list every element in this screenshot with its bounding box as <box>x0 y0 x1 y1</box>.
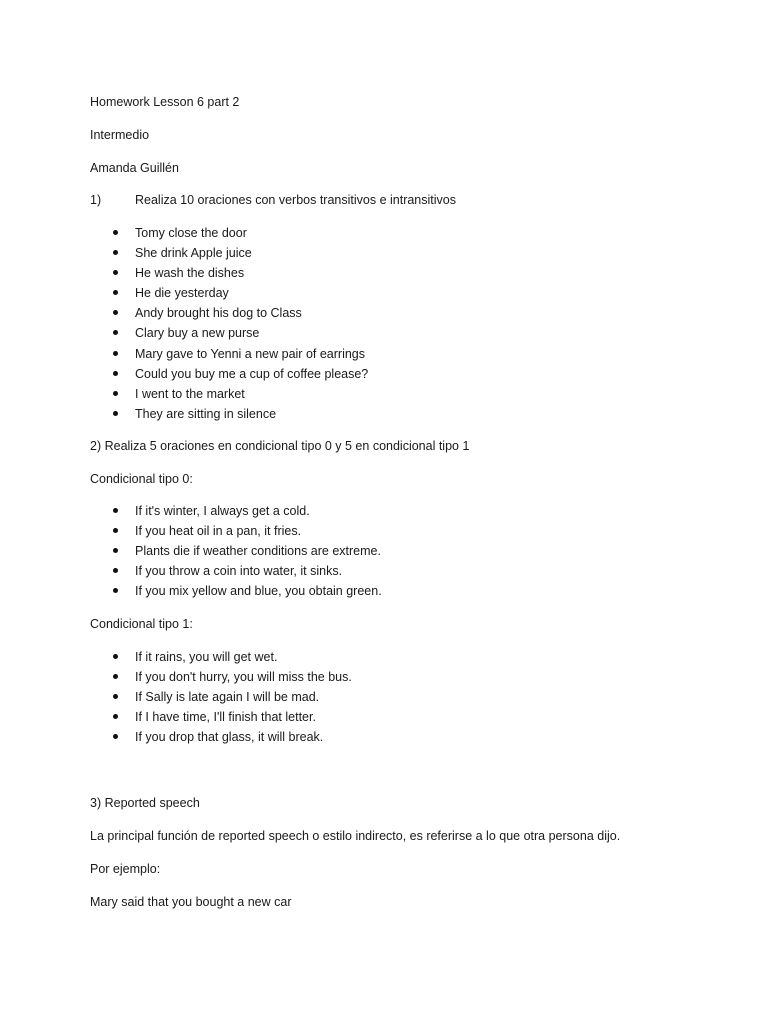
section1-heading: Realiza 10 oraciones con verbos transitivos e intransitivos <box>135 193 456 207</box>
bullet-icon <box>113 351 118 356</box>
bullet-icon <box>113 588 118 593</box>
section3-heading: 3) Reported speech <box>90 796 200 810</box>
bullet-icon <box>113 548 118 553</box>
bullet-icon <box>113 290 118 295</box>
section3-paragraph: La principal función de reported speech o estilo indirecto, es referirse a lo que otra persona dijo. <box>90 829 621 843</box>
bullet-icon <box>113 508 118 513</box>
level-label: Intermedio <box>90 128 150 142</box>
bullet-icon <box>113 568 118 573</box>
bullet-icon <box>113 250 118 255</box>
type1-label: Condicional tipo 1: <box>90 617 193 631</box>
bullet-icon <box>113 330 118 335</box>
bullet-icon <box>113 411 118 416</box>
author-name: Amanda Guillén <box>90 161 179 175</box>
document-page: Homework Lesson 6 part 2 Intermedio Amanda Guillén 1) Realiza 10 oraciones con verbos transitivos e intransitivos Tomy close the door She drink Apple juice He wash the dishes He die yesterday Andy brought his dog to Class Clary buy a new purse Mary gave to Yenni a new pair of earrings Could you buy me a cup of coffee please? I went to the market They are sitting in silence 2) Realiza 5 oraciones en condicional tipo 0 y 5 en condicional tipo 1 Condicional tipo 0: If it's winter, I always get a cold. If you heat oil in a pan, it fries. Plants die if weather conditions are extreme. If you throw a coin into water, it sinks. If you mix yellow and blue, you obtain green. Condicional tipo 1: If it rains, you will get wet. If you don't hurry, you will miss the bus. If Sally is late again I will be mad. If I have time, I'll finish that letter. If you drop that glass, it will break. 3) Reported speech La principal función de reported speech o estilo indirecto, es referirse a lo que otra persona dijo. Por ejemplo: Mary said that you bought a new car <box>90 95 621 909</box>
bullet-icon <box>113 714 118 719</box>
bullet-icon <box>113 528 118 533</box>
bullet-icon <box>113 371 118 376</box>
bullet-icon <box>113 310 118 315</box>
bullet-icon <box>113 270 118 275</box>
document-title: Homework Lesson 6 part 2 <box>90 95 240 109</box>
example-label: Por ejemplo: <box>90 862 161 876</box>
section1-number: 1) <box>90 193 102 207</box>
section2-heading: 2) Realiza 5 oraciones en condicional tipo 0 y 5 en condicional tipo 1 <box>90 439 470 453</box>
bullet-icon <box>113 674 118 679</box>
bullet-icon <box>113 734 118 739</box>
bullet-icon <box>113 391 118 396</box>
type0-label: Condicional tipo 0: <box>90 472 193 486</box>
bullet-icon <box>113 654 118 659</box>
example-sentence: Mary said that you bought a new car <box>90 895 292 909</box>
bullet-icon <box>113 694 118 699</box>
bullet-icon <box>113 230 118 235</box>
